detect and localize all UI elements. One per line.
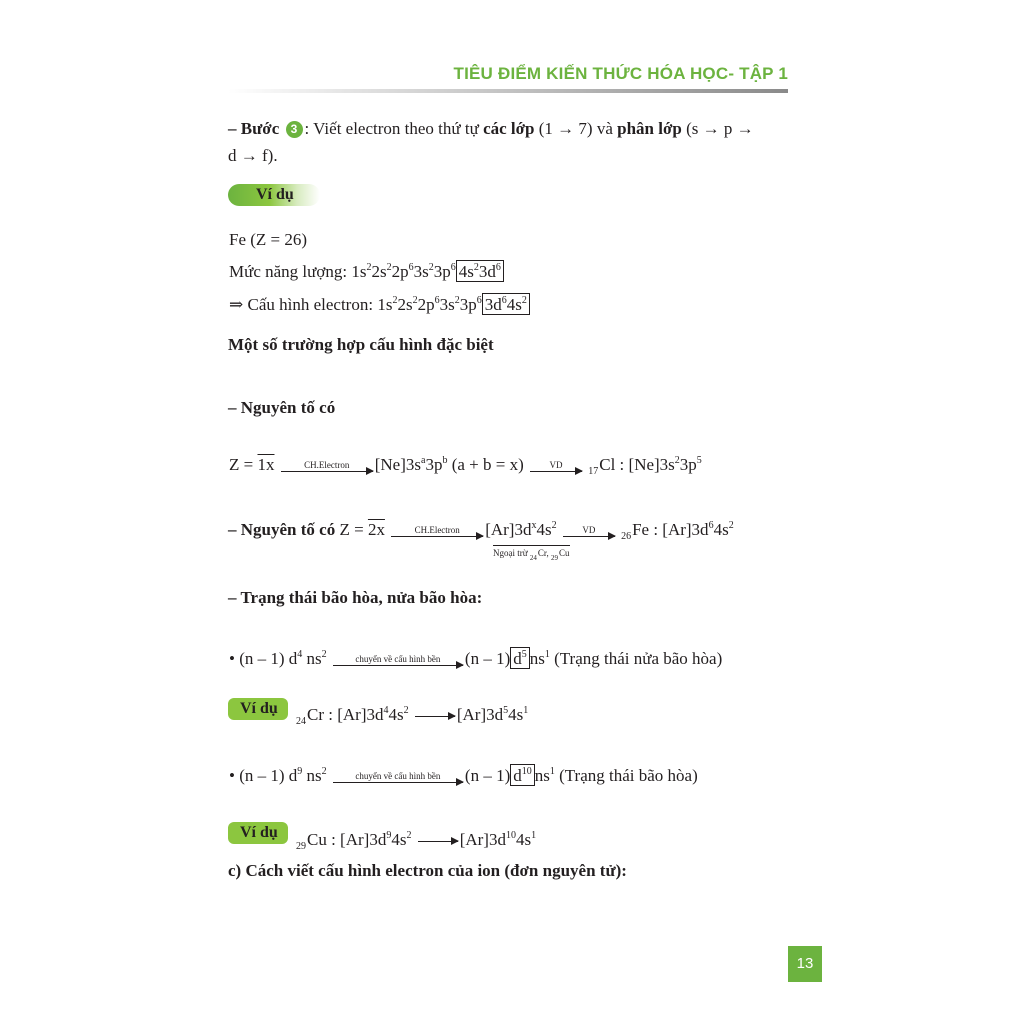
step-number-badge: 3 xyxy=(286,121,303,138)
highlight-box: $3d^64s^2$ xyxy=(482,293,530,315)
fe-electron-config: ⇒ Cấu hình electron: $1s^22s^22p^63s^23p^6$ $3d^64s^2$ xyxy=(229,296,530,313)
example-copper: $_{29}$Cu : $[Ar]3d^94s^2$ $[Ar]3d^{10}4s^1$ xyxy=(296,830,537,852)
fe-energy-levels: Mức năng lượng: $1s^22s^22p^63s^23p^6$ $4s^23d^6$ xyxy=(229,263,504,280)
example-chromium: $_{24}$Cr : $[Ar]3d^44s^2$ $[Ar]3d^54s^1$ xyxy=(296,705,529,727)
rule-saturated: • (n – 1) $d^9$ $ns^2$ chuyển về cấu hình bền (n – 1) $d^{10}$ $ns^1$ (Trạng thái bão hòa) xyxy=(229,766,698,785)
page-number: 13 xyxy=(788,946,822,982)
arrow-plain xyxy=(415,716,455,717)
example-label-1: Ví dụ xyxy=(228,184,320,206)
highlight-box: $d^{10}$ xyxy=(510,764,535,786)
step3-text-a: : Viết electron theo thứ tự xyxy=(304,119,479,138)
arrow-vd: VD xyxy=(530,461,582,472)
step3-text-b: (1 → 7) và xyxy=(538,119,613,138)
arrow-stable-config: chuyển về cấu hình bền xyxy=(333,772,463,783)
highlight-box: $d^5$ xyxy=(510,647,530,669)
section-c-heading: c) Cách viết cấu hình electron của ion (đơn nguyên tử): xyxy=(228,861,627,880)
step3-text-c: (s → p → xyxy=(686,119,754,138)
arrow-ch-electron: CH.Electron xyxy=(281,461,373,472)
arrow-ch-electron: CH.Electron xyxy=(391,526,483,537)
case1-title: – Nguyên tố có xyxy=(228,398,336,417)
header-rule xyxy=(228,89,788,93)
rule-half-saturated: • (n – 1) $d^4$ $ns^2$ chuyển về cấu hình bền (n – 1) $d^5$ $ns^1$ (Trạng thái nửa bão hòa) xyxy=(229,649,723,668)
highlight-box: $4s^23d^6$ xyxy=(456,260,504,282)
case1-formula: Z = 1x CH.Electron $[Ne]3s^a3p^b$ (a + b = x) VD $_{17}$Cl : $[Ne]3s^23p^5$ xyxy=(229,455,702,477)
step3-bold-b: phân lớp xyxy=(617,119,682,138)
example-label-cr: Ví dụ xyxy=(228,698,288,720)
example-label-cu: Ví dụ xyxy=(228,822,288,844)
step3-bold-a: các lớp xyxy=(483,119,535,138)
saturation-heading: – Trạng thái bão hòa, nửa bão hòa: xyxy=(228,588,483,607)
arrow-plain xyxy=(418,841,458,842)
special-cases-heading: Một số trường hợp cấu hình đặc biệt xyxy=(228,335,494,354)
running-header: TIÊU ĐIỂM KIẾN THỨC HÓA HỌC- TẬP 1 xyxy=(453,64,788,83)
case2-formula: – Nguyên tố có Z = 2x CH.Electron $[Ar]3d^x4s^2$ VD $_{26}$Fe : $[Ar]3d^64s^2$ xyxy=(228,520,734,542)
step3-prefix: – Bước xyxy=(228,119,280,138)
fe-atomic-number: Fe (Z = 26) xyxy=(229,230,308,249)
arrow-stable-config: chuyển về cấu hình bền xyxy=(333,655,463,666)
step3-line2: d → f). xyxy=(228,146,278,165)
step3-line1 xyxy=(228,120,754,138)
arrow-vd: VD xyxy=(563,526,615,537)
exception-note: Ngoại trừ $_{24}$Cr, $_{29}$Cu xyxy=(493,545,570,558)
